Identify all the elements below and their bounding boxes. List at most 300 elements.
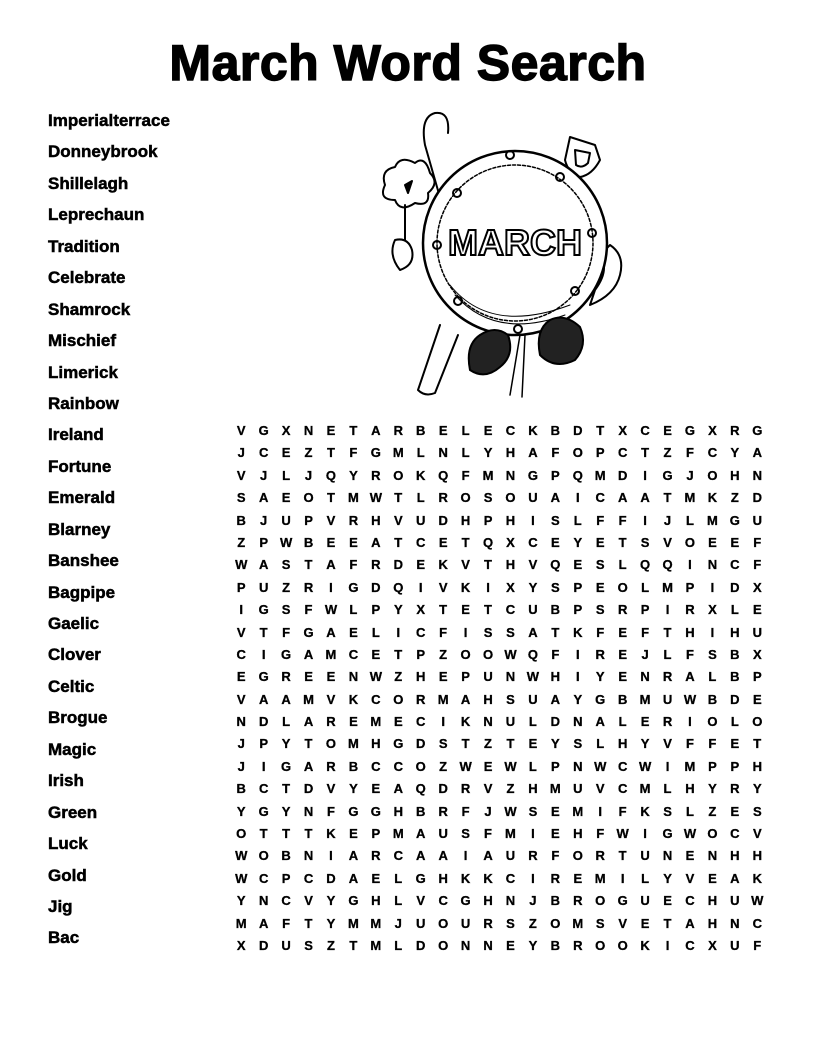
grid-cell[interactable]: F [596,826,605,842]
grid-cell[interactable]: H [528,781,538,797]
grid-cell[interactable]: V [304,893,313,909]
grid-cell[interactable]: Y [730,445,740,461]
grid-cell[interactable]: U [752,512,762,528]
grid-cell[interactable]: E [304,669,313,685]
grid-cell[interactable]: M [706,512,718,528]
grid-cell[interactable]: R [730,781,740,797]
grid-cell[interactable]: T [304,915,313,931]
grid-cell[interactable]: V [416,893,426,909]
grid-cell[interactable]: K [707,490,718,506]
grid-cell[interactable]: A [348,848,359,864]
grid-cell[interactable]: S [461,826,470,842]
grid-cell[interactable]: H [483,691,493,707]
grid-cell[interactable]: A [303,646,314,662]
grid-cell[interactable]: K [416,467,426,483]
grid-cell[interactable]: P [551,758,560,774]
grid-cell[interactable]: I [441,714,445,730]
grid-cell[interactable]: I [688,714,692,730]
grid-cell[interactable]: D [752,490,762,506]
grid-cell[interactable]: Z [528,915,537,931]
grid-cell[interactable]: L [663,646,672,662]
grid-cell[interactable]: S [595,602,605,618]
grid-cell[interactable]: I [531,870,535,886]
grid-cell[interactable]: T [304,736,313,752]
grid-cell[interactable]: R [393,423,403,438]
grid-cell[interactable]: B [303,534,314,550]
grid-cell[interactable]: S [506,691,515,707]
grid-cell[interactable]: T [663,624,672,640]
grid-cell[interactable]: W [279,534,293,550]
grid-cell[interactable]: U [573,781,583,797]
grid-cell[interactable]: L [528,758,537,774]
grid-cell[interactable]: E [528,736,538,752]
grid-cell[interactable]: L [349,602,358,618]
grid-cell[interactable]: Y [551,736,560,752]
grid-cell[interactable]: C [236,646,246,662]
grid-cell[interactable]: U [640,848,650,864]
grid-cell[interactable]: M [594,870,606,886]
grid-cell[interactable]: M [482,467,494,483]
grid-cell[interactable]: V [618,915,627,931]
grid-cell[interactable]: H [505,445,516,461]
grid-cell[interactable]: R [371,467,381,483]
grid-cell[interactable]: I [261,758,266,774]
grid-cell[interactable]: R [438,490,448,506]
grid-cell[interactable]: L [708,669,717,685]
grid-cell[interactable]: B [550,602,561,618]
grid-cell[interactable]: D [326,870,336,886]
grid-cell[interactable]: C [528,534,538,550]
grid-cell[interactable]: T [663,490,672,506]
grid-cell[interactable]: I [710,579,715,595]
grid-cell[interactable]: B [550,893,561,909]
grid-cell[interactable]: M [347,490,359,506]
grid-cell[interactable]: R [281,669,291,685]
grid-cell[interactable]: B [550,423,561,438]
grid-cell[interactable]: I [575,490,580,506]
grid-cell[interactable]: W [324,602,338,618]
grid-cell[interactable]: Y [349,781,358,797]
grid-cell[interactable]: H [438,870,448,886]
grid-cell[interactable]: I [665,602,670,618]
grid-cell[interactable]: S [281,557,291,573]
grid-cell[interactable]: N [573,714,583,730]
grid-cell[interactable]: O [707,826,718,842]
grid-cell[interactable]: V [326,691,336,707]
grid-cell[interactable]: H [573,826,583,842]
grid-cell[interactable]: R [662,714,673,730]
grid-cell[interactable]: T [282,826,291,842]
grid-cell[interactable]: Y [663,870,672,886]
grid-cell[interactable]: M [549,781,561,797]
grid-cell[interactable]: Q [662,557,673,573]
grid-cell[interactable]: W [526,669,540,685]
grid-cell[interactable]: E [618,669,627,685]
grid-cell[interactable]: Q [482,534,494,550]
grid-cell[interactable]: E [326,423,336,438]
grid-cell[interactable]: Z [326,937,335,953]
grid-cell[interactable]: N [258,893,269,909]
grid-cell[interactable]: E [640,915,650,931]
grid-cell[interactable]: G [281,646,292,662]
grid-cell[interactable]: J [484,803,492,819]
grid-cell[interactable]: Y [281,736,291,752]
grid-cell[interactable]: S [528,803,538,819]
grid-cell[interactable]: H [416,669,426,685]
grid-cell[interactable]: S [708,646,717,662]
grid-cell[interactable]: I [575,646,580,662]
grid-cell[interactable]: E [551,826,560,842]
grid-cell[interactable]: F [618,512,627,528]
grid-cell[interactable]: L [371,624,380,640]
grid-cell[interactable]: C [393,848,403,864]
grid-cell[interactable]: A [371,534,381,550]
grid-cell[interactable]: E [708,870,717,886]
grid-cell[interactable]: A [326,557,336,573]
grid-cell[interactable]: U [640,893,650,909]
grid-cell[interactable]: K [528,423,538,438]
grid-cell[interactable]: X [506,579,515,595]
grid-cell[interactable]: X [752,646,762,662]
grid-cell[interactable]: T [461,736,470,752]
grid-cell[interactable]: G [258,602,269,618]
grid-cell[interactable]: R [438,803,448,819]
grid-cell[interactable]: F [551,848,560,864]
grid-cell[interactable]: X [281,423,291,438]
grid-cell[interactable]: F [618,803,627,819]
grid-cell[interactable]: R [595,646,605,662]
grid-cell[interactable]: P [259,534,268,550]
grid-cell[interactable]: A [550,691,561,707]
grid-cell[interactable]: L [685,803,694,819]
grid-cell[interactable]: O [684,534,696,550]
grid-cell[interactable]: D [550,714,561,730]
grid-cell[interactable]: I [643,826,647,842]
grid-cell[interactable]: Q [393,579,404,595]
grid-cell[interactable]: N [707,557,718,573]
grid-cell[interactable]: C [752,915,762,931]
grid-cell[interactable]: A [393,781,403,797]
grid-cell[interactable]: E [281,445,291,461]
grid-cell[interactable]: S [506,915,515,931]
grid-cell[interactable]: F [596,512,605,528]
grid-cell[interactable]: E [483,423,493,438]
grid-cell[interactable]: T [663,915,672,931]
grid-cell[interactable]: S [551,579,560,595]
grid-cell[interactable]: O [617,579,628,595]
grid-cell[interactable]: U [752,624,762,640]
grid-cell[interactable]: H [371,736,381,752]
grid-cell[interactable]: G [281,758,292,774]
grid-cell[interactable]: W [683,826,697,842]
grid-cell[interactable]: K [573,624,583,640]
grid-cell[interactable]: E [438,423,448,438]
grid-cell[interactable]: L [618,714,627,730]
grid-cell[interactable]: A [528,624,538,640]
grid-cell[interactable]: M [662,579,673,595]
grid-cell[interactable]: M [437,691,449,707]
grid-cell[interactable]: B [730,669,740,685]
grid-cell[interactable]: T [596,423,605,438]
grid-cell[interactable]: E [371,646,381,662]
grid-cell[interactable]: O [393,691,404,707]
grid-cell[interactable]: W [235,870,248,886]
grid-cell[interactable]: K [460,870,471,886]
grid-cell[interactable]: M [684,490,696,506]
grid-cell[interactable]: R [371,557,381,573]
grid-cell[interactable]: T [439,602,448,618]
grid-cell[interactable]: E [461,602,470,618]
grid-cell[interactable]: C [281,893,291,909]
grid-cell[interactable]: W [504,646,517,662]
grid-cell[interactable]: G [415,870,426,886]
grid-cell[interactable]: T [326,490,335,506]
grid-cell[interactable]: G [348,893,359,909]
grid-cell[interactable]: O [550,915,561,931]
grid-cell[interactable]: G [752,423,763,438]
grid-cell[interactable]: P [416,646,426,662]
grid-cell[interactable]: Q [527,646,538,662]
grid-cell[interactable]: L [282,467,291,483]
grid-cell[interactable]: N [640,669,650,685]
grid-cell[interactable]: P [730,758,740,774]
grid-cell[interactable]: L [416,490,425,506]
grid-cell[interactable]: W [459,758,472,774]
grid-cell[interactable]: P [461,669,470,685]
grid-cell[interactable]: S [506,624,515,640]
grid-cell[interactable]: U [281,937,291,953]
grid-cell[interactable]: B [550,937,561,953]
grid-cell[interactable]: P [281,870,291,886]
grid-cell[interactable]: Y [326,893,336,909]
grid-cell[interactable]: M [235,915,247,931]
grid-cell[interactable]: F [753,534,762,550]
grid-cell[interactable]: I [463,624,468,640]
grid-cell[interactable]: R [573,937,583,953]
grid-cell[interactable]: L [528,714,537,730]
grid-cell[interactable]: I [575,669,580,685]
grid-cell[interactable]: V [393,512,403,528]
grid-cell[interactable]: H [685,781,695,797]
grid-cell[interactable]: I [620,870,625,886]
grid-cell[interactable]: F [641,624,650,640]
grid-cell[interactable]: B [617,691,628,707]
grid-cell[interactable]: V [685,870,695,886]
grid-cell[interactable]: V [236,423,246,438]
grid-cell[interactable]: L [394,937,403,953]
grid-cell[interactable]: E [349,624,358,640]
grid-cell[interactable]: A [730,870,740,886]
grid-cell[interactable]: D [573,423,583,438]
grid-cell[interactable]: P [573,579,583,595]
grid-cell[interactable]: P [708,758,717,774]
grid-cell[interactable]: V [326,512,336,528]
grid-cell[interactable]: E [326,669,336,685]
grid-cell[interactable]: U [416,512,426,528]
grid-cell[interactable]: S [595,915,605,931]
grid-cell[interactable]: X [752,579,762,595]
grid-cell[interactable]: O [393,467,404,483]
grid-cell[interactable]: A [685,915,695,931]
grid-cell[interactable]: T [618,848,627,864]
grid-cell[interactable]: Q [415,781,426,797]
grid-cell[interactable]: Y [326,915,336,931]
grid-cell[interactable]: Z [282,579,291,595]
grid-cell[interactable]: W [616,826,629,842]
grid-cell[interactable]: V [438,579,448,595]
grid-cell[interactable]: P [236,579,246,595]
grid-cell[interactable]: E [438,534,448,550]
grid-cell[interactable]: D [438,781,448,797]
grid-cell[interactable]: H [707,893,718,909]
grid-cell[interactable]: H [730,467,740,483]
grid-cell[interactable]: E [326,534,336,550]
grid-cell[interactable]: A [258,915,269,931]
grid-cell[interactable]: M [303,691,314,707]
grid-cell[interactable]: W [369,490,382,506]
grid-cell[interactable]: E [730,803,740,819]
grid-cell[interactable]: T [618,534,627,550]
grid-cell[interactable]: Z [506,781,515,797]
grid-cell[interactable]: A [258,557,269,573]
grid-cell[interactable]: U [438,826,448,842]
grid-cell[interactable]: F [484,826,492,842]
grid-cell[interactable]: I [531,826,535,842]
grid-cell[interactable]: F [439,624,448,640]
grid-cell[interactable]: Y [573,691,583,707]
grid-cell[interactable]: V [663,736,672,752]
grid-cell[interactable]: J [237,736,245,752]
grid-cell[interactable]: R [617,602,628,618]
grid-cell[interactable]: S [573,736,583,752]
grid-cell[interactable]: T [282,781,291,797]
grid-cell[interactable]: Y [528,937,538,953]
grid-cell[interactable]: G [348,803,359,819]
grid-cell[interactable]: E [281,490,291,506]
grid-cell[interactable]: T [641,445,650,461]
grid-cell[interactable]: C [258,445,269,461]
grid-cell[interactable]: N [662,848,673,864]
grid-cell[interactable]: E [618,646,627,662]
grid-cell[interactable]: B [236,781,246,797]
grid-cell[interactable]: F [326,803,335,819]
grid-cell[interactable]: A [281,691,291,707]
grid-cell[interactable]: R [483,915,493,931]
grid-cell[interactable]: C [348,646,359,662]
grid-cell[interactable]: N [303,803,314,819]
grid-cell[interactable]: I [418,579,423,595]
grid-cell[interactable]: C [416,624,426,640]
grid-cell[interactable]: V [236,467,246,483]
grid-cell[interactable]: Y [281,803,291,819]
grid-cell[interactable]: H [371,512,381,528]
grid-cell[interactable]: O [325,736,337,752]
grid-cell[interactable]: I [486,579,490,595]
grid-cell[interactable]: W [751,893,764,909]
grid-cell[interactable]: E [349,826,358,842]
grid-cell[interactable]: R [528,848,538,864]
grid-cell[interactable]: E [752,691,762,707]
grid-cell[interactable]: C [505,602,516,618]
grid-cell[interactable]: E [663,423,672,438]
grid-cell[interactable]: E [730,534,740,550]
grid-cell[interactable]: Y [483,445,493,461]
grid-cell[interactable]: D [258,937,269,953]
grid-cell[interactable]: H [371,893,381,909]
grid-cell[interactable]: J [304,467,313,483]
grid-cell[interactable]: E [393,714,403,730]
grid-cell[interactable]: K [752,870,762,886]
grid-cell[interactable]: Q [325,467,337,483]
grid-cell[interactable]: I [329,848,333,864]
grid-cell[interactable]: T [304,826,313,842]
grid-cell[interactable]: J [237,445,245,461]
grid-cell[interactable]: R [416,691,426,707]
grid-cell[interactable]: H [550,669,561,685]
grid-cell[interactable]: H [730,848,740,864]
grid-cell[interactable]: R [730,423,740,438]
grid-cell[interactable]: Q [550,557,561,573]
grid-cell[interactable]: I [710,624,715,640]
grid-cell[interactable]: N [483,937,493,953]
grid-cell[interactable]: J [237,758,245,774]
grid-cell[interactable]: R [662,669,673,685]
grid-cell[interactable]: F [753,557,762,573]
grid-cell[interactable]: Q [438,467,449,483]
grid-cell[interactable]: K [348,691,359,707]
grid-cell[interactable]: L [685,512,694,528]
grid-cell[interactable]: J [529,893,537,909]
grid-cell[interactable]: V [483,781,493,797]
grid-cell[interactable]: A [595,714,605,730]
grid-cell[interactable]: H [617,736,628,752]
grid-cell[interactable]: C [505,870,516,886]
grid-cell[interactable]: C [416,534,426,550]
grid-cell[interactable]: A [371,423,381,438]
grid-cell[interactable]: C [595,490,605,506]
grid-cell[interactable]: E [506,937,515,953]
grid-cell[interactable]: N [707,848,718,864]
grid-cell[interactable]: F [596,624,605,640]
grid-cell[interactable]: I [463,848,468,864]
grid-cell[interactable]: G [662,467,673,483]
grid-cell[interactable]: D [730,579,740,595]
grid-cell[interactable]: G [303,624,314,640]
grid-cell[interactable]: E [685,848,695,864]
grid-cell[interactable]: X [618,423,627,438]
grid-cell[interactable]: O [752,714,763,730]
grid-cell[interactable]: N [303,423,314,438]
grid-cell[interactable]: R [326,714,336,730]
grid-cell[interactable]: S [595,557,605,573]
grid-cell[interactable]: Z [484,736,492,752]
grid-cell[interactable]: I [531,512,535,528]
grid-cell[interactable]: V [752,826,762,842]
grid-cell[interactable]: U [258,579,269,595]
grid-cell[interactable]: C [730,557,740,573]
grid-cell[interactable]: R [460,781,471,797]
grid-cell[interactable]: R [550,870,561,886]
grid-cell[interactable]: M [370,937,382,953]
grid-cell[interactable]: U [281,512,291,528]
grid-cell[interactable]: P [259,736,268,752]
grid-cell[interactable]: G [370,445,381,461]
grid-cell[interactable]: I [329,579,333,595]
grid-cell[interactable]: N [348,669,359,685]
grid-cell[interactable]: V [663,534,672,550]
grid-cell[interactable]: F [551,445,560,461]
grid-cell[interactable]: I [598,803,603,819]
